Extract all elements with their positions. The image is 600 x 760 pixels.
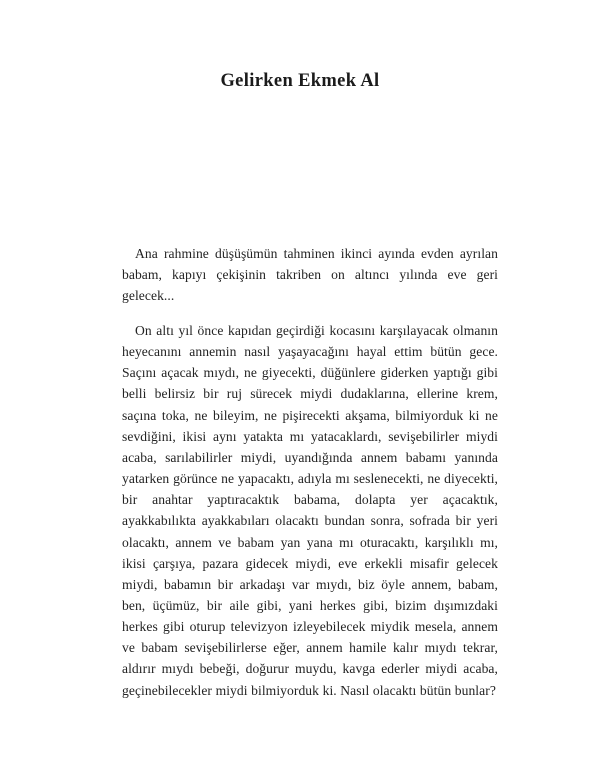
- body-paragraph: On altı yıl önce kapıdan geçirdiği kocasını karşılayacak olmanın heyecanını annemin nasıl yaşayacağını hayal ettim bütün gece. Saçını açacak mıydı, ne giyecekti, düğünlere giderken yaptığı gibi belli belirsiz bir ruj sürecek miydi dudaklarına, ellerine krem, saçına toka, ne bileyim, ne pişirecekti akşama, bilmiyorduk ki ne sevdiğini, ikisi aynı yatakta mı yatacaklardı, sevişebilirler miydi acaba, sarılabilirler miydi, uyandığında annem babamı yanında yatarken görünce ne yapacaktı, adıyla mı seslenecekti, ne diyecekti, bir anahtar yaptıracaktık babama, dolapta yer açacaktık, ayakkabılıkta ayakkabıları olacaktı bundan sonra, sofrada bir yeri olacaktı, annem ve babam yan yana mı oturacaktı, karşılıklı mı, ikisi çarşıya, pazara gidecek miydi, eve erkekli misafir gelecek miydi, babamın bir arkadaşı var mıydı, biz öyle annem, babam, ben, üçümüz, bir aile gibi, yani herkes gibi, bizim dışımızdaki herkes gibi oturup televizyon izleyebilecek miydik mesela, annem ve babam sevişebilirlerse eğer, annem hamile kalır mıydı tekrar, aldırır mıydı bebeği, doğurur muydu, kavga ederler miydi acaba, geçinebilecekler miydi bilmiyorduk ki. Nasıl olacaktı bütün bunlar?: [122, 322, 498, 698]
- chapter-title: Gelirken Ekmek Al: [220, 71, 380, 91]
- body-text-block: [122, 243, 498, 701]
- body-paragraph: Ana rahmine düşüşümün tahminen ikinci ayında evden ayrılan babam, kapıyı çekişinin takriben on altıncı yılında eve geri gelecek...: [122, 246, 498, 304]
